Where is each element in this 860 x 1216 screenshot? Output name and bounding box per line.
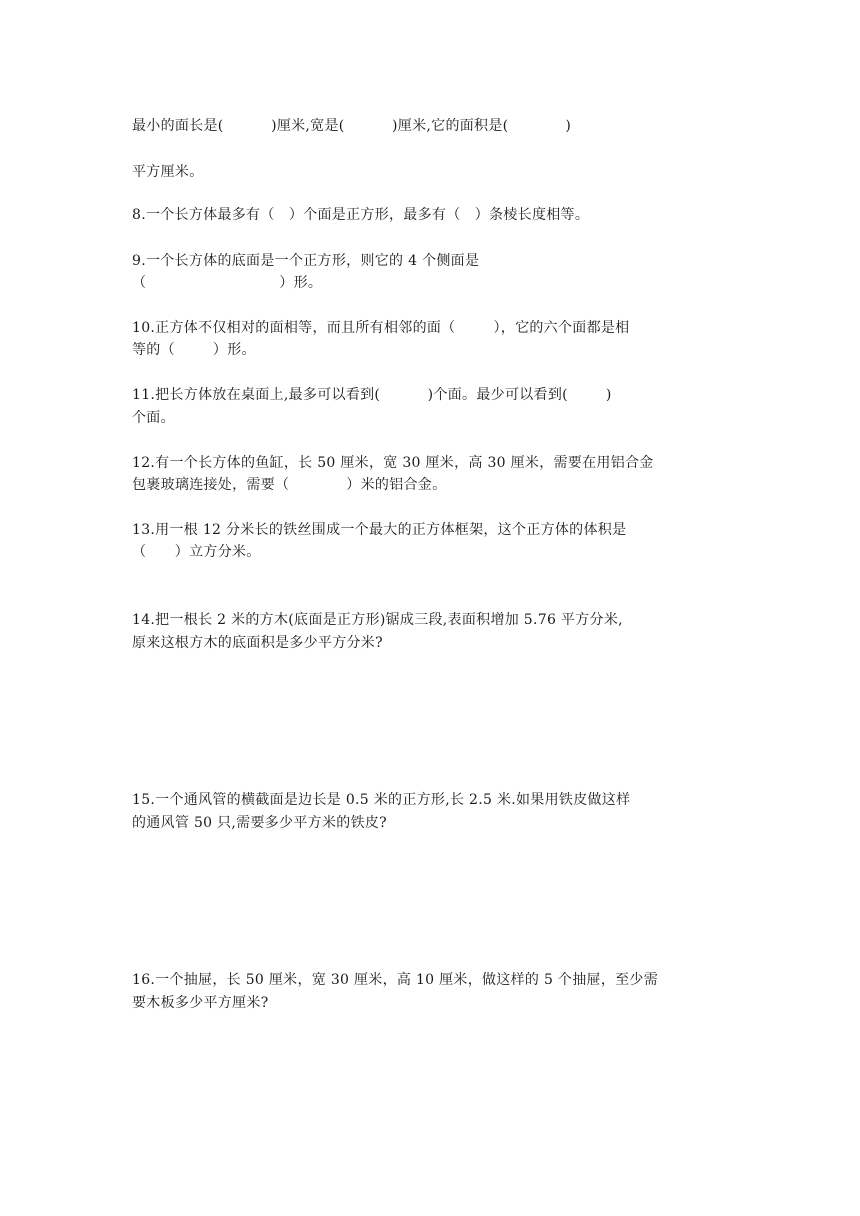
q7-text-line-1: 最小的面长是( )厘米,宽是( )厘米,它的面积是( ) [132,118,572,134]
q11-text-line-1: 11.把长方体放在桌面上,最多可以看到( )个面。最少可以看到( ) [132,387,612,403]
q12-text-line-1: 12.有一个长方体的鱼缸，长 50 厘米，宽 30 厘米，高 30 厘米，需要在用铝合金 [132,455,654,471]
q9-text-line-1: 9.一个长方体的底面是一个正方形，则它的 4 个侧面是 [132,253,480,269]
q11-text-line-2: 个面。 [132,410,175,426]
q16-text-line-2: 要木板多少平方厘米? [132,995,269,1011]
q7-text-line-2: 平方厘米。 [132,164,204,180]
q15-text-line-1: 15.一个通风管的横截面是边长是 0.5 米的正方形,长 2.5 米.如果用铁皮做这样 [132,792,631,808]
q13-text-line-1: 13.用一根 12 分米长的铁丝围成一个最大的正方体框架，这个正方体的体积是 [132,522,627,538]
q8-text: 8.一个长方体最多有（ ）个面是正方形，最多有（ ）条棱长度相等。 [132,207,590,223]
q16-text-line-1: 16.一个抽屉，长 50 厘米，宽 30 厘米，高 10 厘米，做这样的 5 个抽屉，至少需 [132,972,659,988]
q14-text-line-2: 原来这根方木的底面积是多少平方分米? [132,635,383,651]
q12-text-line-2: 包裹玻璃连接处，需要（ ）米的铝合金。 [132,477,447,493]
q14-text-line-1: 14.把一根长 2 米的方木(底面是正方形)锯成三段,表面积增加 5.76 平方分米, [132,612,623,628]
q10-text-line-2: 等的（ ）形。 [132,342,256,358]
q10-text-line-1: 10.正方体不仅相对的面相等，而且所有相邻的面（ ），它的六个面都是相 [132,320,630,336]
q13-text-line-2: （ ）立方分米。 [132,544,261,560]
q15-text-line-2: 的通风管 50 只,需要多少平方米的铁皮? [132,815,387,831]
q9-text-line-2: （ ）形。 [132,275,323,291]
